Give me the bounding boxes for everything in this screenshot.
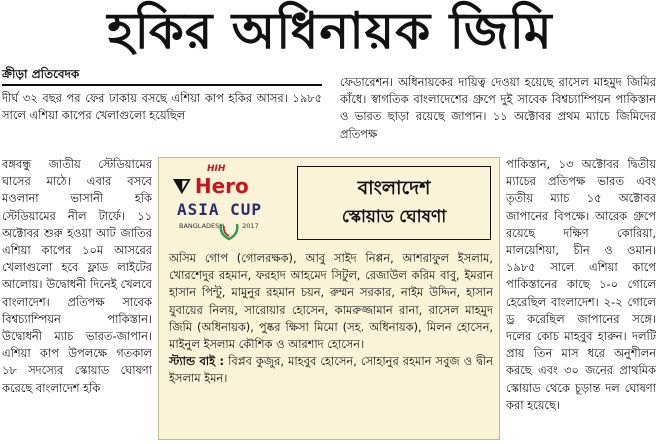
article-text-right-top: ফেডারেশন। অধিনায়কের দায়িত্ব দেওয়া হয়েছে রাসেল মাহমুদ জিমির কাঁধে। স্বাগতিক বাংলাদেশের গ্রুপে দুই সাবেক বিশ্বচ্যাম্পিয়ন পাকিস্তান ও ভারত ছাড়া রয়েছে জাপান। ১১ অক্টোবর প্রথম ম্যাচে জিমিদের প্রতিপক্ষ bbox=[340, 75, 656, 141]
hero-brand bbox=[173, 174, 249, 198]
squad-sidebar bbox=[158, 157, 500, 440]
hero-h-icon: ⧨ bbox=[173, 174, 191, 198]
wreath-icon bbox=[217, 220, 241, 242]
article-text-right-bottom: পাকিস্তান, ১৩ অক্টোবর দ্বিতীয় ম্যাচের প্রতিপক্ষ ভারত এবং তৃতীয় ম্যাচ ১৫ অক্টোবর জাপানের বিপক্ষে। আরেক গ্রুপে রয়েছে দক্ষিণ কোরিয়া, মালয়েশিয়া, চীন ও ওমান। ১৯৮৫ সালে এশিয়া কাপে পাকিস্তানের কাছে ১-০ গোলে হেরেছিল বাংলাদেশ। ২-২ গোলে ড্র করেছিল জাপানের সঙ্গে। দলের কোচ মাহবুব হারুন। দলটি প্রায় তিন মাস ধরে অনুশীলন করছে এবং ৩০ জনের প্রাথমিক স্কোয়াড থেকে চূড়ান্ত দল ঘোষণা করা হয়েছে। bbox=[506, 157, 656, 412]
article-text-left-top: দীর্ঘ ৩২ বছর পর ফের ঢাকায় বসছে এশিয়া কাপ হকির আসর। ১৯৮৫ সালে এশিয়া কাপের খেলাগুলো হয়েছিল bbox=[2, 91, 322, 123]
standby-label: স্ট্যান্ড বাই : bbox=[169, 354, 225, 369]
standby-list: বিপ্লব কুজুর, মাহবুব হোসেন, সোহানুর রহমান সবুজ ও দ্বীন ইসলাম ইমন। bbox=[169, 354, 493, 386]
squad-title-line1: বাংলাদেশ bbox=[357, 177, 431, 199]
article-text-left-bottom: বঙ্গবন্ধু জাতীয় স্টেডিয়ামের ঘাসের মাঠে। এবার বসবে মওলানা ভাসানী হকি স্টেডিয়ামের নীল টার্ফে। ১১ অক্টোবর শুরু হওয়া আট জাতির এশিয়া কাপের ১০ম আসরের খেলাগুলো হবে ফ্লাড লাইটের আলোয়। উদ্বোধনী দিনেই খেলবে বাংলাদেশ। প্রতিপক্ষ সাবেক বিশ্বচ্যাম্পিয়ন পাকিস্তান। উদ্বোধনী ম্যাচ ভারত-জাপান। এশিয়া কাপ উপলক্ষে গতকাল ১৮ সদস্যের স্কোয়াড ঘোষণা করেছে বাংলাদেশ হকি bbox=[2, 157, 152, 395]
hih-mark: HIH bbox=[207, 164, 226, 174]
squad-title-line2: স্কোয়াড ঘোষণা bbox=[341, 207, 447, 227]
headline: হকির অধিনায়ক জিমি bbox=[107, 2, 553, 60]
squad-roster bbox=[169, 250, 493, 438]
squad-title-box bbox=[297, 166, 491, 240]
hero-brand-text: Hero bbox=[194, 174, 249, 198]
roster-list: অসিম গোপ (গোলরক্ষক), আবু সাইদ নিপ্পন, আশরাফুল ইসলাম, খোরশেদুর রহমান, ফরহাদ আহমেদ সিটুল, রেজাউল করিম বাবু, ইমরান হাসান পিন্টু, মামুনুর রহমান চয়ন, রুম্মন সরকার, নাইম উদ্দিন, হাসান যুবায়ের নিলয়, সারোয়ার হোসেন, কামরুজ্জামান রানা, রাসেল মাহমুদ জিমি (অধিনায়ক), পুষ্কর ক্ষিসা মিমো (সহ. অধিনায়ক), মিলন হোসেন, মাইনুল ইসলাম কৌশিক ও আরশাদ হোসেন। bbox=[169, 251, 493, 352]
asia-cup-text: ASIA CUP bbox=[177, 200, 263, 219]
hero-asia-cup-logo bbox=[167, 164, 287, 246]
byline: ক্রীড়া প্রতিবেদক bbox=[2, 67, 80, 81]
logo-year: 2017 bbox=[242, 222, 259, 230]
logo-country: BANGLADESH bbox=[179, 222, 225, 230]
byline-divider bbox=[2, 84, 322, 86]
